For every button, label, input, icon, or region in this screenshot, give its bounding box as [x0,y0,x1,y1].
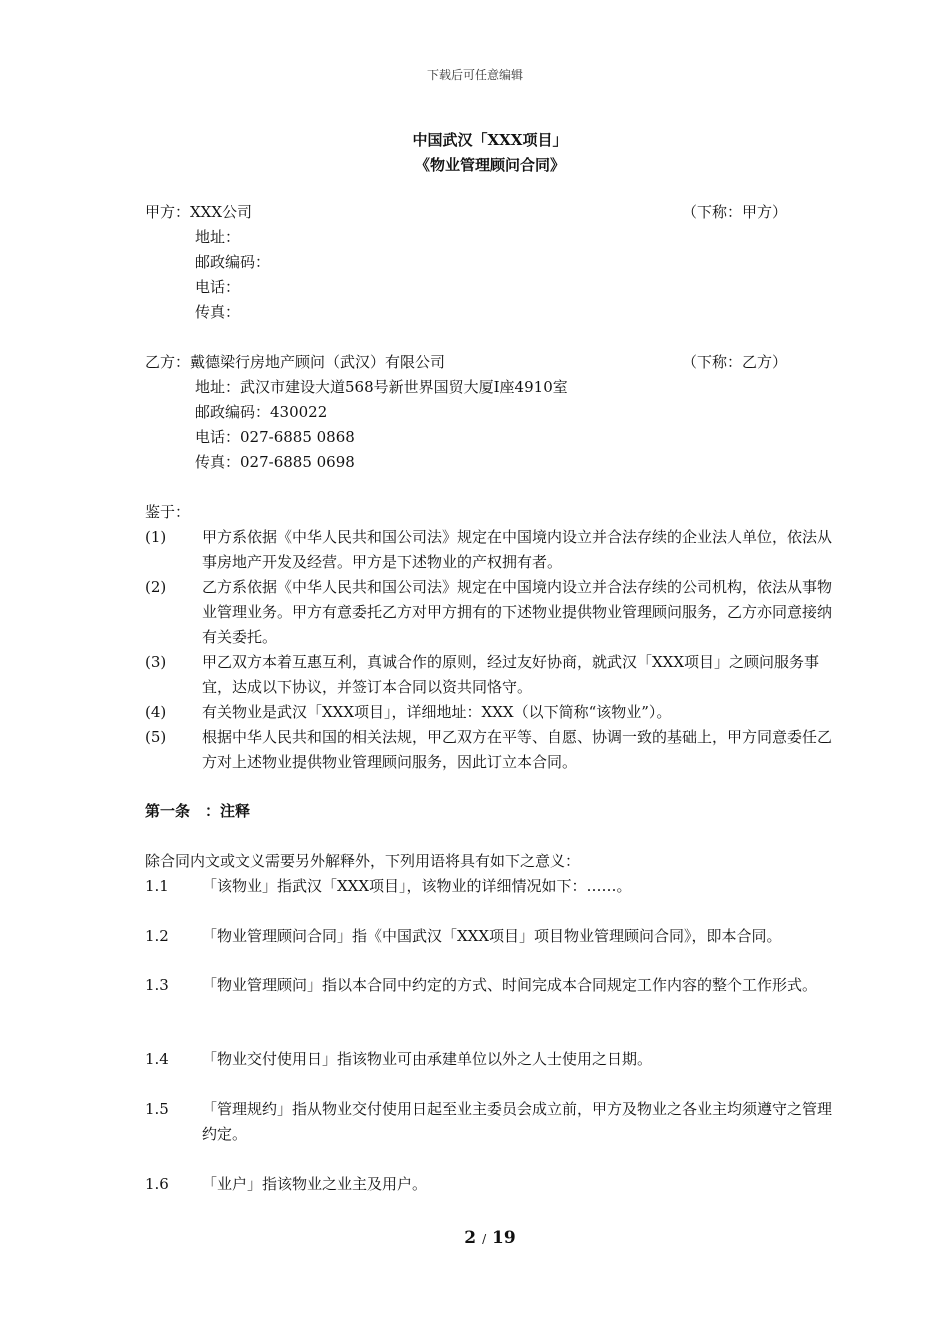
clause-text: 「物业交付使用日」指该物业可由承建单位以外之人士使用之日期。 [202,1050,653,1068]
party-a-fax: 传真： [195,303,241,321]
whereas-text: 乙方系依据《中华人民共和国公司法》规定在中国境内设立并合法存续的公司机构，依法从事物业管理业务。甲方有意委托乙方对甲方拥有的下述物业提供物业管理顾问服务，乙方亦同意接纳有关委托。 [202,578,833,646]
party-a-address: 地址： [195,228,241,246]
clause-text: 「业户」指该物业之业主及用户。 [202,1175,428,1193]
clause-number: 1.3 [145,976,169,994]
page-separator: / [482,1232,487,1246]
party-a-name: 甲方：XXX公司 [145,203,253,221]
header-note: 下载后可任意编辑 [426,68,523,82]
page-number [0,1228,950,1248]
whereas-text: 有关物业是武汉「XXX项目」，详细地址：XXX（以下简称“该物业”）。 [202,703,672,721]
whereas-text: 甲方系依据《中华人民共和国公司法》规定在中国境内设立并合法存续的企业法人单位，依法从事房地产开发及经营。甲方是下述物业的产权拥有者。 [202,528,833,571]
whereas-number: (3) [145,653,167,671]
party-a-postcode: 邮政编码： [195,253,271,271]
clause-number: 1.1 [145,877,169,895]
clause-text: 「物业管理顾问合同」指《中国武汉「XXX项目」项目物业管理顾问合同》，即本合同。 [202,927,782,945]
whereas-label: 鉴于： [145,503,191,521]
clause-text: 「该物业」指武汉「XXX项目」，该物业的详细情况如下：……。 [202,877,632,895]
document-subtitle: 《物业管理顾问合同》 [414,156,565,174]
whereas-number: (4) [145,703,167,721]
whereas-text: 根据中华人民共和国的相关法规，甲乙双方在平等、自愿、协调一致的基础上，甲方同意委任乙方对上述物业提供物业管理顾问服务，因此订立本合同。 [202,728,833,771]
party-b-phone: 电话：027-6885 0868 [195,428,355,446]
page-current: 2 [464,1228,477,1248]
clause-text: 「管理规约」指从物业交付使用日起至业主委员会成立前，甲方及物业之各业主均须遵守之管理约定。 [202,1100,833,1143]
party-b-postcode: 邮政编码：430022 [195,403,328,421]
party-b-address: 地址：武汉市建设大道568号新世界国贸大厦Ⅰ座4910室 [195,378,568,396]
clause-number: 1.2 [145,927,169,945]
clause-text: 「物业管理顾问」指以本合同中约定的方式、时间完成本合同规定工作内容的整个工作形式。 [202,976,818,994]
party-b-fax: 传真：027-6885 0698 [195,453,355,471]
clause-number: 1.5 [145,1100,169,1118]
whereas-text: 甲乙双方本着互惠互利，真诚合作的原则，经过友好协商，就武汉「XXX项目」之顾问服务事宜，达成以下协议，并签订本合同以资共同恪守。 [202,653,820,696]
article-heading: 第一条 ：注释 [145,802,251,820]
page-total: 19 [492,1228,516,1248]
party-a-phone: 电话： [195,278,241,296]
definitions-intro: 除合同内文或文义需要另外解释外，下列用语将具有如下之意义： [145,852,581,870]
party-b-name: 乙方：戴德梁行房地产顾问（武汉）有限公司 [145,353,446,371]
party-a-alias: （下称：甲方） [682,203,788,221]
clause-number: 1.6 [145,1175,169,1193]
whereas-number: (5) [145,728,167,746]
whereas-number: (2) [145,578,167,596]
party-b-alias: （下称：乙方） [682,353,788,371]
whereas-number: (1) [145,528,167,546]
document-title: 中国武汉「XXX项目」 [412,131,568,149]
clause-number: 1.4 [145,1050,169,1068]
